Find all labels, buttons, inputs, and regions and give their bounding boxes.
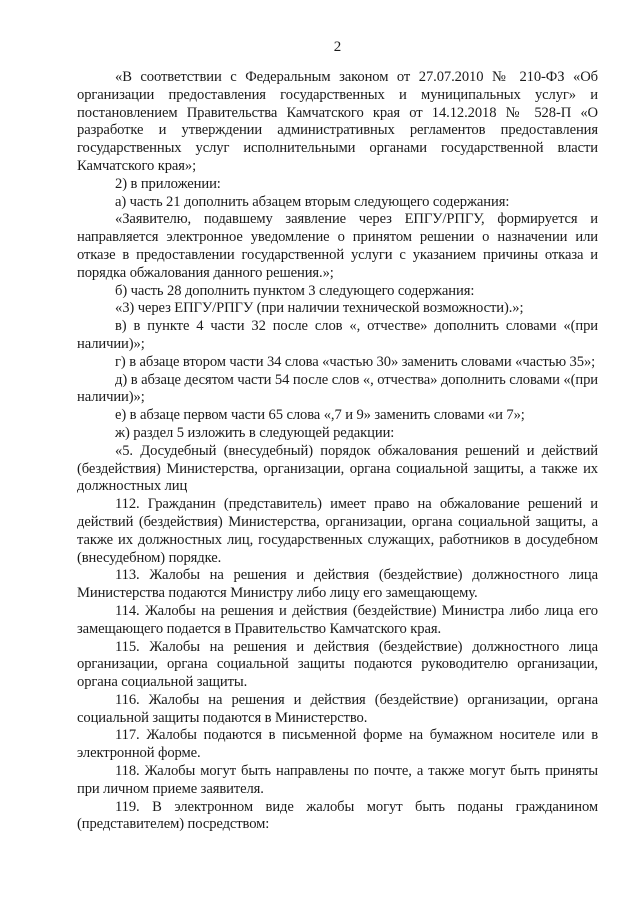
paragraph-116: 116. Жалобы на решения и действия (бездействие) организации, органа социальной защиты подаются в Министерство. (77, 691, 598, 726)
paragraph-117: 117. Жалобы подаются в письменной форме на бумажном носителе или в электронной форме. (77, 727, 598, 762)
paragraph-item-v: в) в пункте 4 части 32 после слов «, отчестве» дополнить словами «(при наличии)»; (77, 318, 598, 352)
document-page (77, 38, 598, 834)
paragraph-item-g: г) в абзаце втором части 34 слова «частью 30» заменить словами «частью 35»; (115, 353, 596, 370)
paragraph-item-b: б) часть 28 дополнить пунктом 3 следующего содержания: (115, 282, 475, 299)
paragraph-item-a: а) часть 21 дополнить абзацем вторым следующего содержания: (115, 193, 510, 210)
paragraph-quote-notification: «Заявителю, подавшему заявление через ЕПГУ/РПГУ, формируется и направляется электронное уведомление о принятом решении о назначении или отказе в предоставлении государственной услуги с указанием причины отказа и порядка обжалования данного решения.»; (77, 211, 598, 281)
paragraph-118: 118. Жалобы могут быть направлены по почте, а также могут быть приняты при личном приеме заявителя. (77, 763, 598, 797)
paragraph-112: 112. Гражданин (представитель) имеет право на обжалование решений и действий (бездействия) Министерства, организации, органа социальной защиты, а также их должностных лиц, государственных служащих, работников в досудебном (внесудебном) порядке. (77, 496, 598, 566)
paragraph-section-5-heading: «5. Досудебный (внесудебный) порядок обжалования решений и действий (бездействия) Министерства, организации, органа социальной защиты, а также их должностных лиц (77, 442, 598, 495)
paragraph-113: 113. Жалобы на решения и действия (бездействие) должностного лица Министерства подаются Министру либо лицу его замещающему. (77, 567, 598, 602)
paragraph-115: 115. Жалобы на решения и действия (бездействие) должностного лица организации, органа социальной защиты подаются руководителю организации, органа социальной защиты. (77, 638, 598, 691)
paragraph-quote-epgu: «3) через ЕПГУ/РПГУ (при наличии технической возможности).»; (115, 300, 524, 317)
paragraph-item-e: е) в абзаце первом части 65 слова «,7 и 9» заменить словами «и 7»; (115, 407, 525, 424)
paragraph-item-2: 2) в приложении: (115, 175, 221, 192)
paragraph-114: 114. Жалобы на решения и действия (бездействие) Министра либо лица его замещающего подается в Правительство Камчатского края. (77, 602, 598, 637)
paragraph-item-zh: ж) раздел 5 изложить в следующей редакции: (115, 424, 395, 441)
paragraph-119: 119. В электронном виде жалобы могут быть поданы гражданином (представителем) посредством: (77, 798, 598, 833)
paragraph-preamble: «В соответствии с Федеральным законом от 27.07.2010 № 210-ФЗ «Об организации предоставления государственных и муниципальных услуг» и постановлением Правительства Камчатского края от 14.12.2018 № 528-П «О разработке и утверждении административных регламентов предоставления государственных услуг исполнительными органами государственной власти Камчатского края»; (77, 69, 598, 174)
page-number: 2 (333, 39, 342, 55)
paragraph-item-d: д) в абзаце десятом части 54 после слов «, отчества» дополнить словами «(при наличии)»; (77, 371, 598, 406)
